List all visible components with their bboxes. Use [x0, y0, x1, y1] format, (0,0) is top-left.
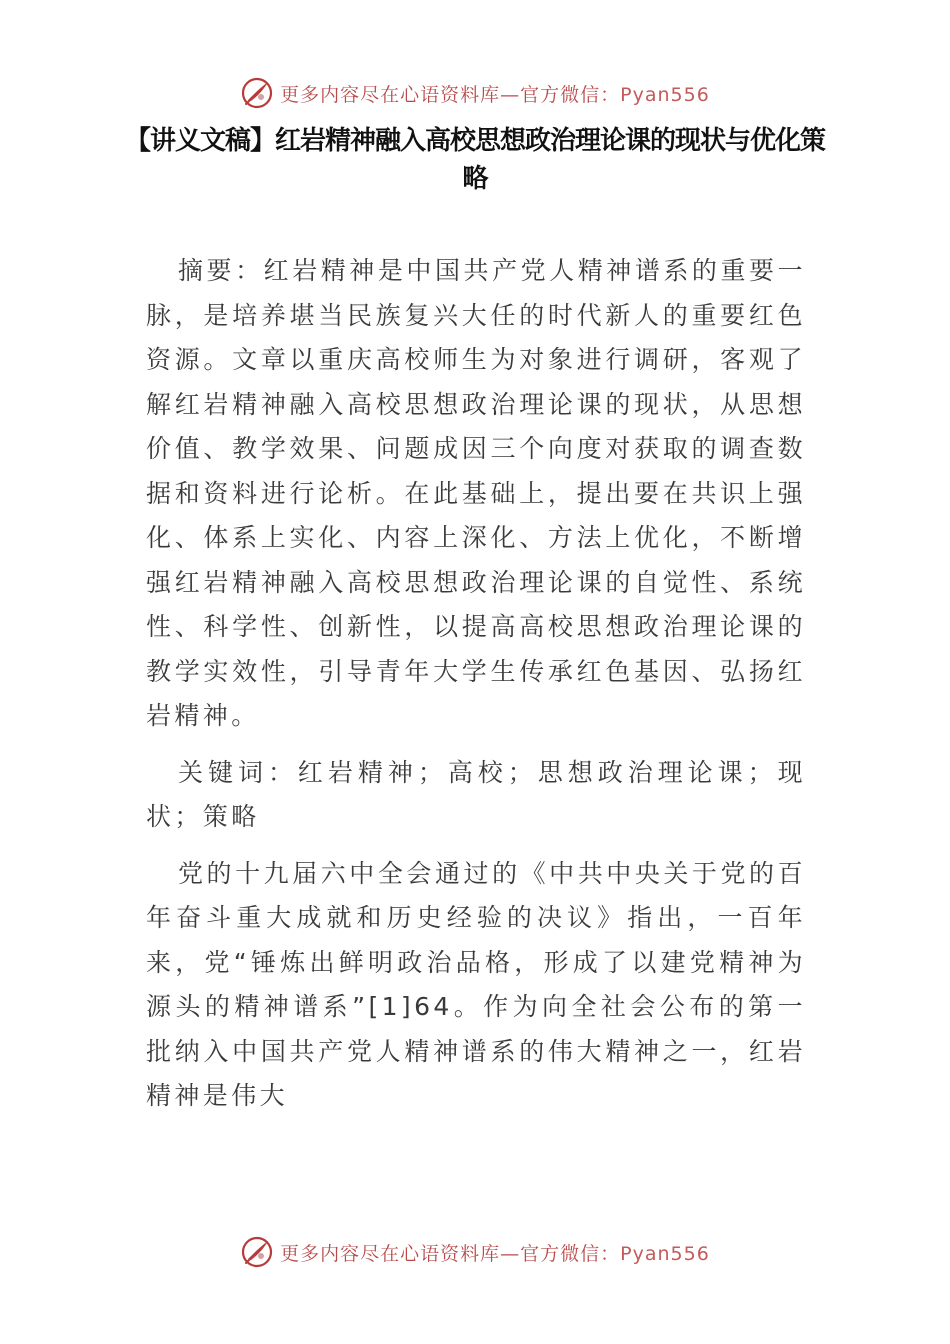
footer-banner: [0, 1232, 950, 1272]
wechat-id: Pyan556: [620, 83, 710, 106]
red-quill-logo-icon: [240, 1235, 274, 1269]
header-banner: [0, 73, 950, 113]
body-paragraph: 党的十九届六中全会通过的《中共中央关于党的百年奋斗重大成就和历史经验的决议》指出，一百年来，党“锤炼出鲜明政治品格，形成了以建党精神为源头的精神谱系”[1]64。作为向全社会公布的第一批纳入中国共产党人精神谱系的伟大精神之一，红岩精神是伟大: [146, 858, 806, 1110]
banner-text: [280, 1239, 710, 1266]
keywords-paragraph: 关键词：红岩精神；高校；思想政治理论课；现状；策略: [146, 757, 806, 831]
document-body: [146, 249, 806, 1131]
abstract-paragraph: 摘要：红岩精神是中国共产党人精神谱系的重要一脉，是培养堪当民族复兴大任的时代新人的重要红色资源。文章以重庆高校师生为对象进行调研，客观了解红岩精神融入高校思想政治理论课的现状，从思想价值、教学效果、问题成因三个向度对获取的调查数据和资料进行论析。在此基础上，提出要在共识上强化、体系上实化、内容上深化、方法上优化，不断增强红岩精神融入高校思想政治理论课的自觉性、系统性、科学性、创新性，以提高高校思想政治理论课的教学实效性，引导青年大学生传承红色基因、弘扬红岩精神。: [146, 256, 806, 730]
banner-slogan: 更多内容尽在心语资料库—官方微信：: [280, 1242, 621, 1265]
banner-slogan: 更多内容尽在心语资料库—官方微信：: [280, 83, 621, 106]
red-quill-logo-icon: [240, 76, 274, 110]
wechat-id: Pyan556: [620, 1242, 710, 1265]
banner-text: [280, 80, 710, 107]
document-title: 【讲义文稿】红岩精神融入高校思想政治理论课的现状与优化策略: [124, 126, 825, 194]
